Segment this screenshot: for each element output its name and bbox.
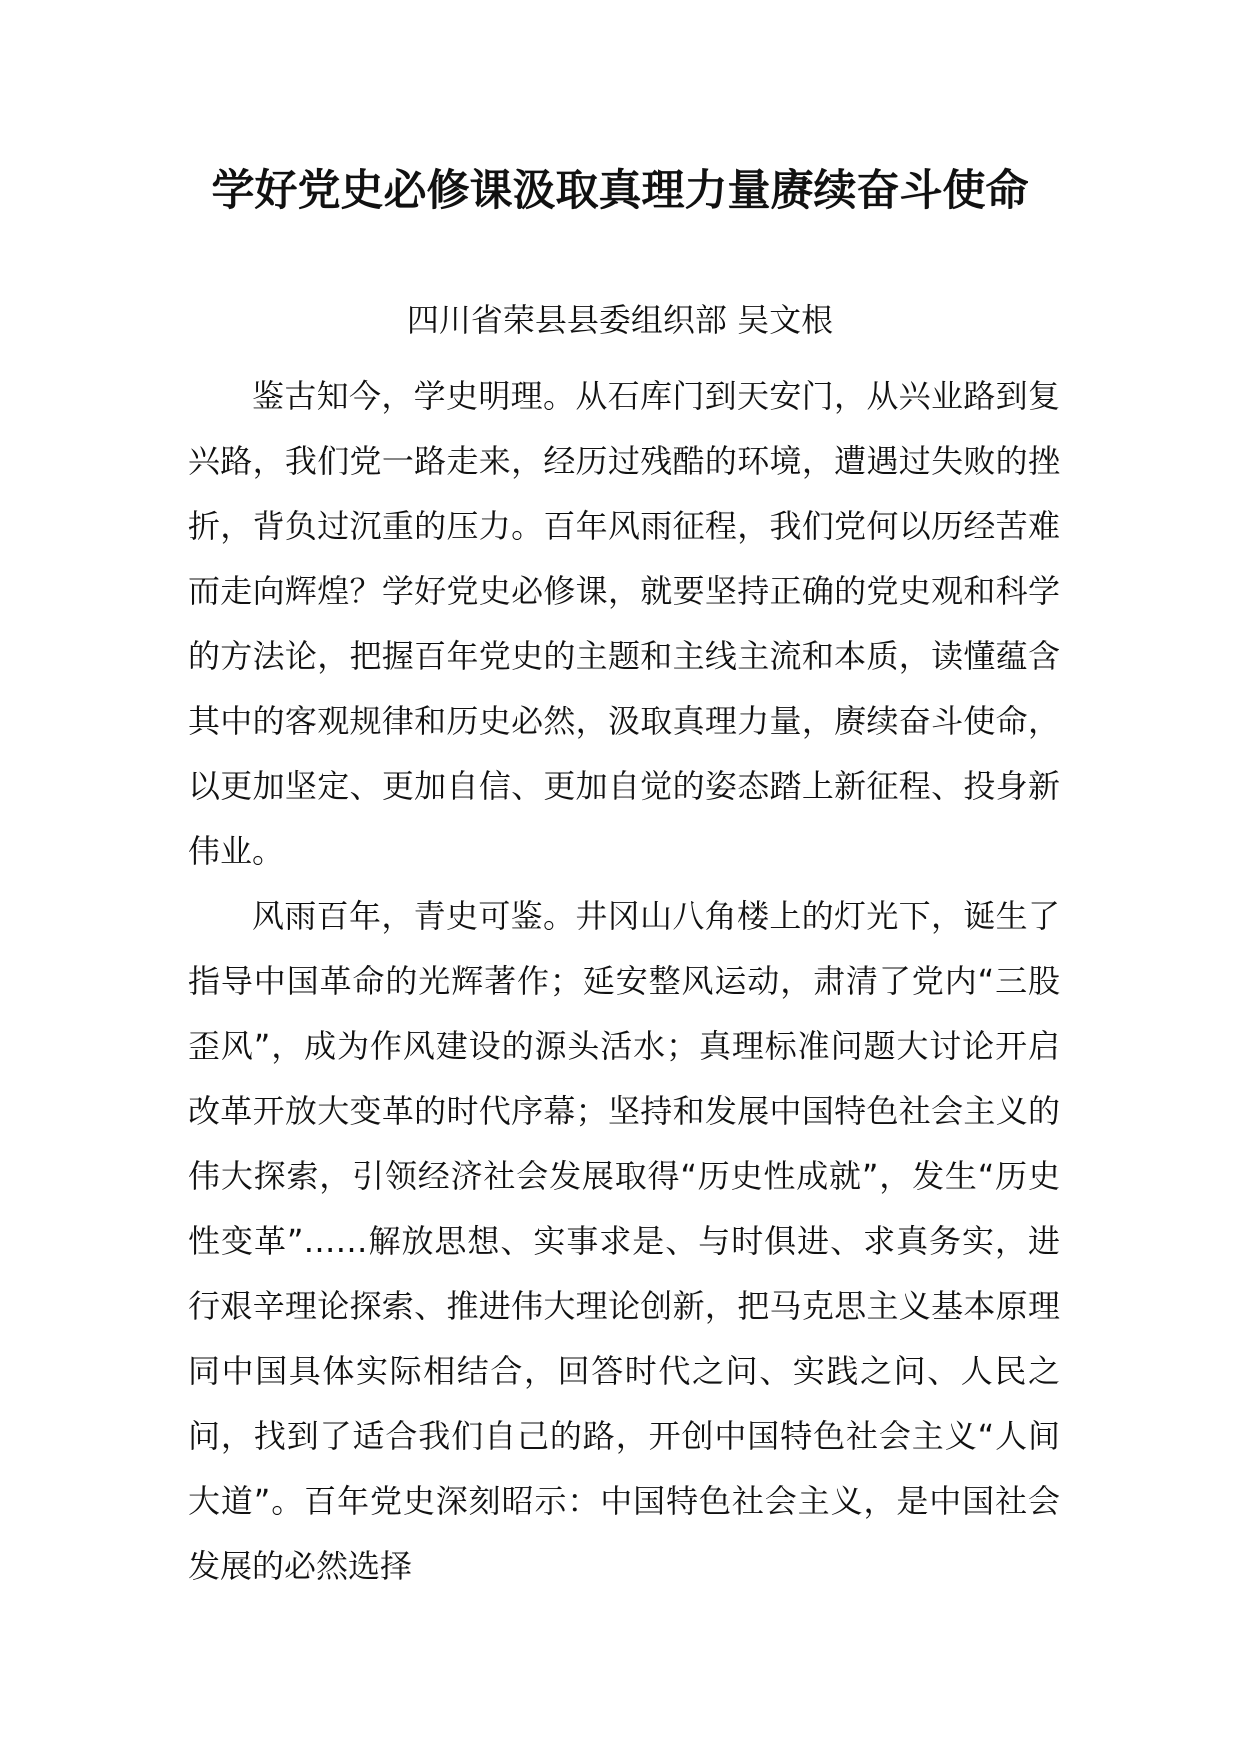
paragraph-1: 鉴古知今，学史明理。从石库门到天安门，从兴业路到复兴路，我们党一路走来，经历过残酷的环境，遭遇过失败的挫折，背负过沉重的压力。百年风雨征程，我们党何以历经苦难而走向辉煌？学好党史必修课，就要坚持正确的党史观和科学的方法论，把握百年党史的主题和主线主流和本质，读懂蕴含其中的客观规律和历史必然，汲取真理力量，赓续奋斗使命，以更加坚定、更加自信、更加自觉的姿态踏上新征程、投身新伟业。 <box>188 377 1060 870</box>
article-body <box>188 364 1060 1599</box>
author-line: 四川省荣县县委组织部 吴文根 <box>406 301 834 339</box>
paragraph-2: 风雨百年，青史可鉴。井冈山八角楼上的灯光下，诞生了指导中国革命的光辉著作；延安整风运动，肃清了党内“三股歪风”，成为作风建设的源头活水；真理标准问题大讨论开启改革开放大变革的时代序幕；坚持和发展中国特色社会主义的伟大探索，引领经济社会发展取得“历史性成就”，发生“历史性变革”……解放思想、实事求是、与时俱进、求真务实，进行艰辛理论探索、推进伟大理论创新，把马克思主义基本原理同中国具体实际相结合，回答时代之问、实践之问、人民之问，找到了适合我们自己的路，开创中国特色社会主义“人间大道”。百年党史深刻昭示：中国特色社会主义，是中国社会发展的必然选择 <box>188 897 1060 1585</box>
document-title: 学好党史必修课汲取真理力量赓续奋斗使命 <box>211 166 1029 216</box>
